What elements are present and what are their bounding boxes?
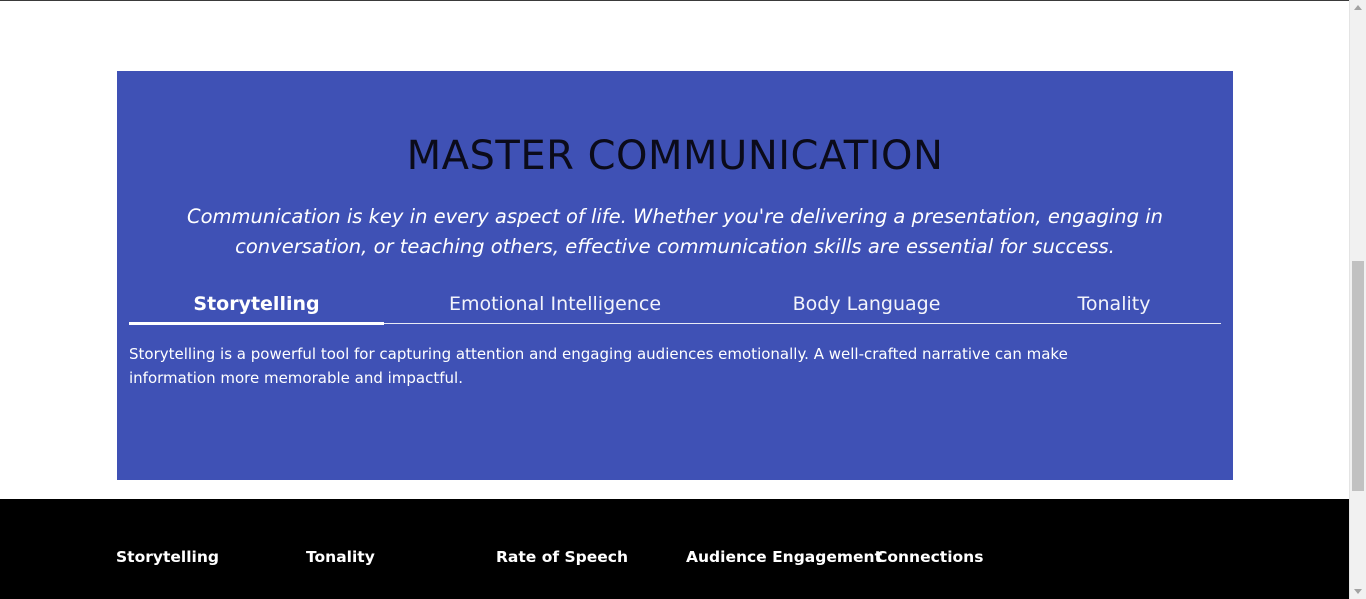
hero-title: MASTER COMMUNICATION [406,133,944,179]
tab-tonality[interactable]: Tonality [1077,292,1151,315]
footer-link-connections[interactable]: Connections [876,548,984,566]
footer-link-rate-of-speech[interactable]: Rate of Speech [496,548,629,566]
footer-link-tonality[interactable]: Tonality [306,548,375,566]
tab-panel-text: Storytelling is a powerful tool for capturing attention and engaging audiences emotionally. A well-crafted narrative can make information more memorable and impactful. [129,345,1068,387]
hero-subtitle: Communication is key in every aspect of life. Whether you're delivering a presentation, engaging in conversation, or teaching others, effective communication skills are essential for success. [186,205,1164,258]
tab-emotional-intelligence[interactable]: Emotional Intelligence [448,292,662,315]
active-tab-indicator [129,322,384,325]
vertical-scrollbar[interactable] [1349,0,1366,599]
hero-section [117,71,1233,480]
tab-bar [129,283,1221,324]
tab-body-language[interactable]: Body Language [792,292,941,315]
scroll-down-arrow-icon[interactable] [1354,589,1362,594]
tab-storytelling[interactable]: Storytelling [193,292,320,315]
footer-link-audience-engagement[interactable]: Audience Engagement [686,548,882,566]
page-viewport [0,1,1349,599]
footer [0,499,1349,599]
scrollbar-thumb[interactable] [1352,261,1364,491]
footer-link-storytelling[interactable]: Storytelling [116,548,219,566]
scroll-up-arrow-icon[interactable] [1354,5,1362,10]
